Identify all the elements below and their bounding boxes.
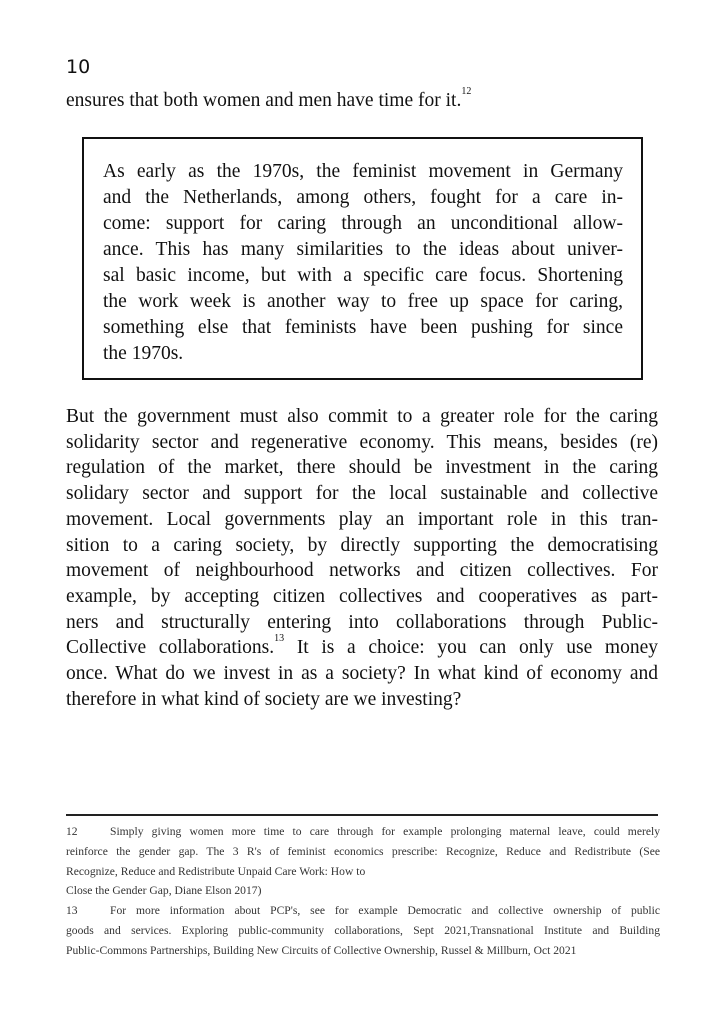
- body-line: therefore in what kind of society are we investing?: [66, 688, 462, 710]
- callout-line: come: support for caring through an unconditional allow-: [103, 213, 623, 234]
- footnote-number: 12: [66, 825, 78, 838]
- footnote-text: Simply giving women more time to care through for example prolonging maternal leave, could merely: [110, 825, 660, 838]
- lead-text: ensures that both women and men have time for it.: [66, 90, 462, 111]
- callout-line: ance. This has many similarities to the ideas about univer-: [103, 239, 623, 260]
- body-line-text: Collective collaborations.: [66, 637, 275, 659]
- footnote-number: 13: [66, 904, 78, 918]
- body-line: [66, 635, 658, 661]
- callout-text: [103, 159, 623, 367]
- footnote-text: For more information about PCP's, see for example Democratic and collective ownership of public: [110, 904, 660, 918]
- page-number: 10: [66, 56, 91, 78]
- body-line: movement. Local governments play an important role in this tran-: [66, 508, 658, 530]
- callout-line: the work week is another way to free up space for caring,: [103, 291, 623, 312]
- lead-paragraph: [66, 88, 666, 114]
- callout-line: something else that feminists have been pushing for since: [103, 317, 623, 338]
- body-line: once. What do we invest in as a society? In what kind of economy and: [66, 663, 658, 685]
- callout-line: sal basic income, but with a specific care focus. Shortening: [103, 265, 623, 286]
- body-line: But the government must also commit to a greater role for the caring: [66, 406, 658, 427]
- footnote-ref-13[interactable]: 13: [274, 633, 285, 645]
- body-line: sition to a caring society, by directly supporting the democratising: [66, 534, 658, 556]
- footnote-divider: [66, 814, 658, 816]
- footnote-line: Public-Commons Partnerships, Building New Circuits of Collective Ownership, Russel & Millburn, Oct 2021: [66, 943, 577, 957]
- footnote-line: reinforce the gender gap. The 3 R's of feminist economics prescribe: Recognize, Reduce and Redistribute (See: [66, 844, 660, 858]
- body-line: ners and structurally entering into collaborations through Public-: [66, 611, 658, 633]
- body-line: regulation of the market, there should be investment in the caring: [66, 457, 658, 479]
- body-line: solidary sector and support for the local sustainable and collective: [66, 483, 658, 505]
- body-line-text: It is a choice: you can only use money: [284, 637, 658, 659]
- footnote-12: [66, 822, 660, 901]
- footnote-13: [66, 901, 660, 960]
- footnotes: [66, 822, 660, 961]
- callout-line: the 1970s.: [103, 343, 184, 364]
- body-line: solidarity sector and regenerative economy. This means, besides (re): [66, 431, 658, 453]
- footnote-line: goods and services. Exploring public-community collaborations, Sept 2021,Transnational Institute and Building: [66, 923, 660, 937]
- footnote-ref-12[interactable]: 12: [461, 86, 472, 97]
- footnote-line: Close the Gender Gap, Diane Elson 2017): [66, 884, 262, 898]
- body-line: example, by accepting citizen collectives and cooperatives as part-: [66, 585, 658, 607]
- callout-line: and the Netherlands, among others, fought for a care in-: [103, 187, 623, 208]
- body-line: movement of neighbourhood networks and citizen collectives. For: [66, 560, 658, 582]
- body-paragraph: [66, 404, 658, 712]
- footnote-line: Recognize, Reduce and Redistribute Unpaid Care Work: How to: [66, 864, 366, 878]
- callout-line: As early as the 1970s, the feminist movement in Germany: [103, 161, 623, 182]
